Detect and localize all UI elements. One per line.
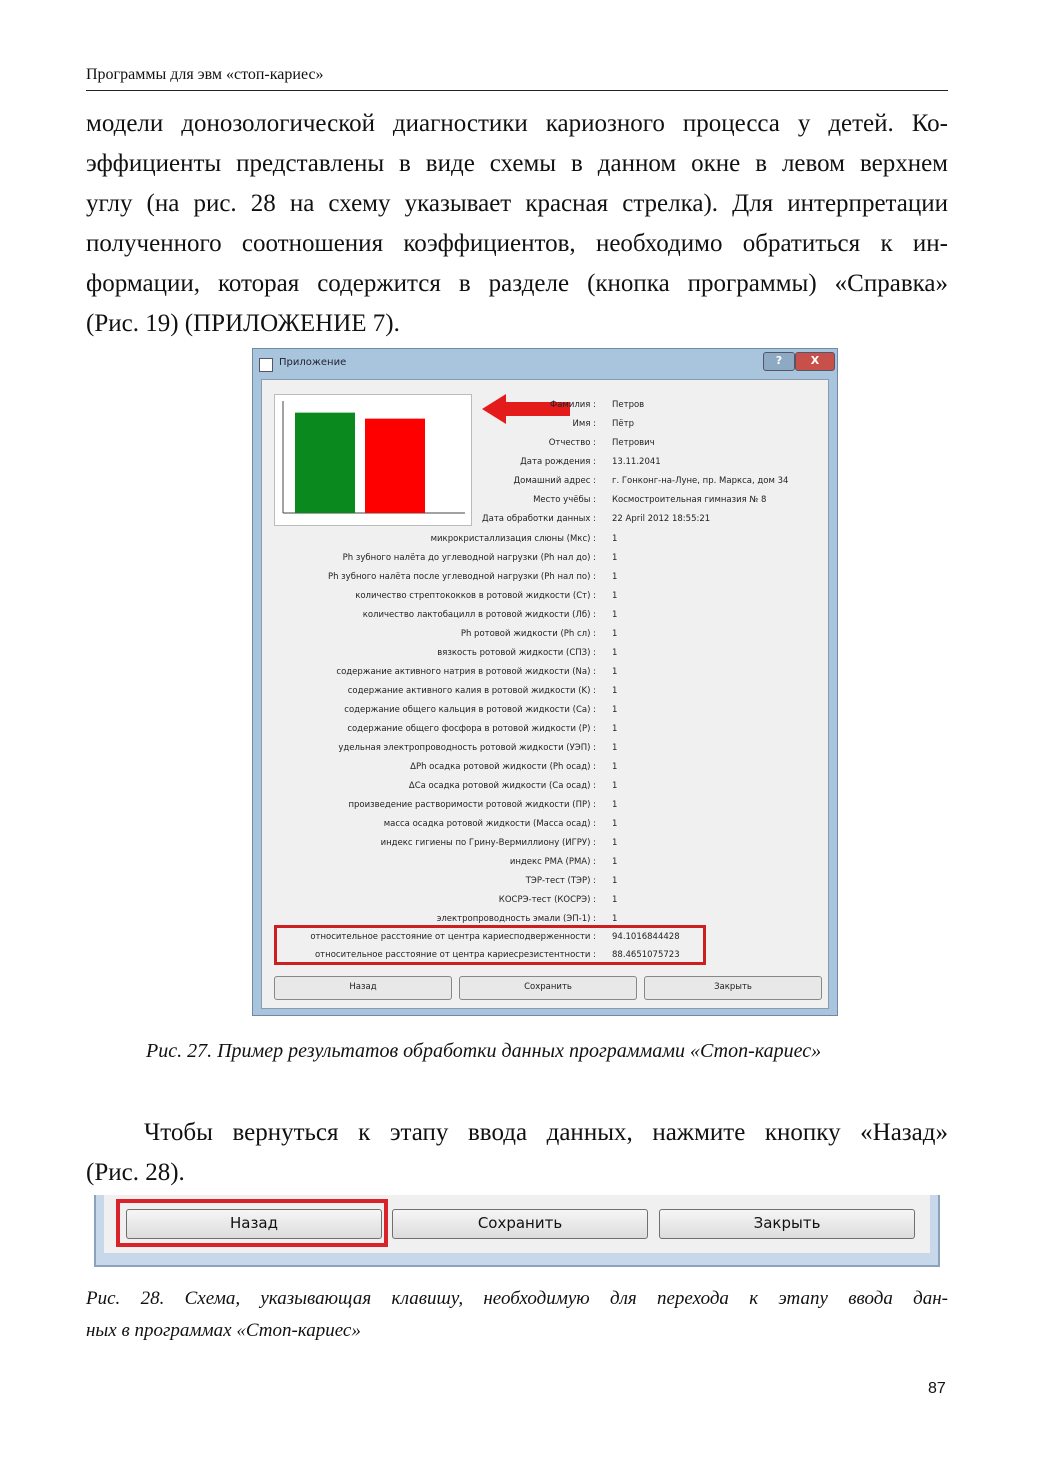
data-row-label: индекс гигиены по Грину-Вермиллиону (ИГРУ) :: [380, 838, 596, 848]
data-row-label: вязкость ротовой жидкости (СПЗ) :: [437, 648, 596, 658]
figure-caption: Рис. 27. Пример результатов обработки данных программами «Стоп-кариес»: [146, 1040, 822, 1062]
data-row: [262, 800, 828, 818]
paragraph-line: углу (на рис. 28 на схему указывает красная стрелка). Для интерпретации: [86, 190, 948, 217]
paragraph-intro: [86, 104, 948, 344]
data-row: [262, 743, 828, 761]
data-row: [262, 438, 828, 456]
data-row-label: произведение растворимости ротовой жидкости (ПР) :: [348, 800, 596, 810]
data-row-value: Космостроительная гимназия № 8: [612, 495, 767, 505]
data-row: [262, 400, 828, 418]
paragraph-line: формации, которая содержится в разделе (кнопка программы) «Справка»: [86, 270, 948, 297]
data-row-value: 94.1016844428: [612, 932, 680, 942]
data-row-value: 1: [612, 781, 618, 791]
data-row-value: 1: [612, 572, 618, 582]
data-row: [262, 895, 828, 913]
data-row-label: микрокристаллизация слюны (Мкс) :: [430, 534, 596, 544]
data-row-label: Ph зубного налёта до углеводной нагрузки (Ph нал до) :: [342, 553, 596, 563]
data-row-label: ΔPh осадка ротовой жидкости (Ph осад) :: [410, 762, 596, 772]
data-row: [262, 876, 828, 894]
data-row-label: КОСРЭ-тест (КОСРЭ) :: [498, 895, 596, 905]
data-row: [262, 610, 828, 628]
data-row-label: Ph ротовой жидкости (Ph сл) :: [460, 629, 596, 639]
data-row: [262, 629, 828, 647]
data-row-value: 1: [612, 914, 618, 924]
data-row-value: 1: [612, 743, 618, 753]
close-button[interactable]: Закрыть: [659, 1209, 915, 1239]
data-row: [262, 705, 828, 723]
data-row-label: относительное расстояние от центра кариесподверженности :: [310, 932, 596, 942]
data-row-label: Дата обработки данных :: [481, 514, 596, 524]
data-row-label: ТЭР-тест (ТЭР) :: [525, 876, 596, 886]
app-window-screenshot: [252, 348, 838, 1016]
data-row-label: количество стрептококков в ротовой жидкости (Ст) :: [355, 591, 596, 601]
data-row-value: 1: [612, 705, 618, 715]
data-row: [262, 857, 828, 875]
data-row-value: 1: [612, 819, 618, 829]
close-window-button[interactable]: X: [795, 352, 835, 371]
save-button[interactable]: Сохранить: [459, 976, 637, 1000]
paragraph-line: Чтобы вернуться к этапу ввода данных, нажмите кнопку «Назад»: [144, 1119, 948, 1146]
data-row-value: Петрович: [612, 438, 655, 448]
data-row-label: содержание активного натрия в ротовой жидкости (Na) :: [336, 667, 596, 677]
data-row: [262, 838, 828, 856]
data-row: [262, 553, 828, 571]
data-row: [262, 781, 828, 799]
data-row-value: 1: [612, 838, 618, 848]
data-row-value: 1: [612, 724, 618, 734]
figure-caption: [86, 1283, 948, 1347]
page-number: 87: [928, 1380, 946, 1397]
data-row-label: относительное расстояние от центра кариесрезистентности :: [314, 950, 596, 960]
data-row-value: 1: [612, 534, 618, 544]
data-row-value: 1: [612, 610, 618, 620]
data-row-label: количество лактобацилл в ротовой жидкости (Лб) :: [362, 610, 596, 620]
data-row: [262, 457, 828, 475]
data-row: [262, 419, 828, 437]
data-row: [262, 819, 828, 837]
paragraph-line: модели донозологической диагностики кариозного процесса у детей. Ко-: [86, 110, 948, 137]
window-titlebar: [253, 349, 837, 379]
data-row: [262, 572, 828, 590]
data-row-label: масса осадка ротовой жидкости (Масса осад) :: [383, 819, 596, 829]
data-row-label: ΔCa осадка ротовой жидкости (Ca осад) :: [408, 781, 596, 791]
data-row-value: Петров: [612, 400, 645, 410]
data-row-value: г. Гонконг-на-Луне, пр. Маркса, дом 34: [612, 476, 789, 486]
paragraph-line: полученного соотношения коэффициентов, необходимо обратиться к ин-: [86, 230, 948, 257]
data-row-label: содержание общего кальция в ротовой жидкости (Ca) :: [344, 705, 596, 715]
data-row: [262, 514, 828, 532]
data-row-value: 22 April 2012 18:55:21: [612, 514, 711, 524]
data-row-value: 13.11.2041: [612, 457, 661, 467]
caption-line: Рис. 28. Схема, указывающая клавишу, необходимую для перехода к этапу ввода дан-: [86, 1288, 948, 1309]
data-row-value: 1: [612, 876, 618, 886]
data-row-value: 1: [612, 686, 618, 696]
data-row: [262, 534, 828, 552]
data-row-value: 1: [612, 648, 618, 658]
data-row-value: 1: [612, 895, 618, 905]
data-row-label: удельная электропроводность ротовой жидкости (УЭП) :: [338, 743, 596, 753]
data-row-value: 88.4651075723: [612, 950, 680, 960]
data-row: [262, 762, 828, 780]
data-row: [262, 686, 828, 704]
data-row-label: индекс PMA (PMA) :: [509, 857, 596, 867]
data-row-value: Пётр: [612, 419, 634, 429]
data-row-value: 1: [612, 667, 618, 677]
data-row-label: Домашний адрес :: [513, 476, 596, 486]
back-button[interactable]: Назад: [274, 976, 452, 1000]
data-row: [262, 667, 828, 685]
data-row-label: содержание активного калия в ротовой жидкости (K) :: [347, 686, 596, 696]
data-row-label: Имя :: [572, 419, 596, 429]
running-head: Программы для эвм «стоп-кариес»: [86, 66, 948, 91]
data-row-label: Фамилия :: [549, 400, 596, 410]
app-icon: [259, 358, 273, 372]
paragraph-back-instruction: [86, 1113, 948, 1193]
data-row-label: содержание общего фосфора в ротовой жидкости (P) :: [347, 724, 596, 734]
paragraph-line: эффициенты представлены в виде схемы в данном окне в левом верхнем: [86, 150, 948, 177]
paragraph-line: (Рис. 28).: [86, 1159, 185, 1186]
data-row-label: Отчество :: [548, 438, 596, 448]
result-highlight-box: [274, 925, 706, 965]
paragraph-line: (Рис. 19) (ПРИЛОЖЕНИЕ 7).: [86, 310, 400, 337]
data-row-label: электропроводность эмали (ЭП-1) :: [436, 914, 596, 924]
data-row-value: 1: [612, 762, 618, 772]
back-button[interactable]: Назад: [126, 1209, 382, 1239]
data-row-label: Ph зубного налёта после углеводной нагрузки (Ph нал по) :: [327, 572, 596, 582]
data-row-label: Дата рождения :: [520, 457, 596, 467]
window-body: [261, 379, 829, 1009]
data-row: [262, 724, 828, 742]
window-title: Приложение: [279, 357, 347, 368]
data-row-value: 1: [612, 629, 618, 639]
data-row: [262, 591, 828, 609]
data-row-value: 1: [612, 591, 618, 601]
data-row-value: 1: [612, 857, 618, 867]
data-row: [262, 648, 828, 666]
close-button[interactable]: Закрыть: [644, 976, 822, 1000]
caption-line: ных в программах «Стоп-кариес»: [86, 1320, 361, 1341]
data-row-value: 1: [612, 553, 618, 563]
data-row: [262, 495, 828, 513]
data-row: [262, 476, 828, 494]
help-button[interactable]: ?: [763, 352, 795, 371]
data-row-label: Место учёбы :: [533, 495, 596, 505]
save-button[interactable]: Сохранить: [392, 1209, 648, 1239]
back-button-highlight: [116, 1199, 388, 1247]
data-row-value: 1: [612, 800, 618, 810]
